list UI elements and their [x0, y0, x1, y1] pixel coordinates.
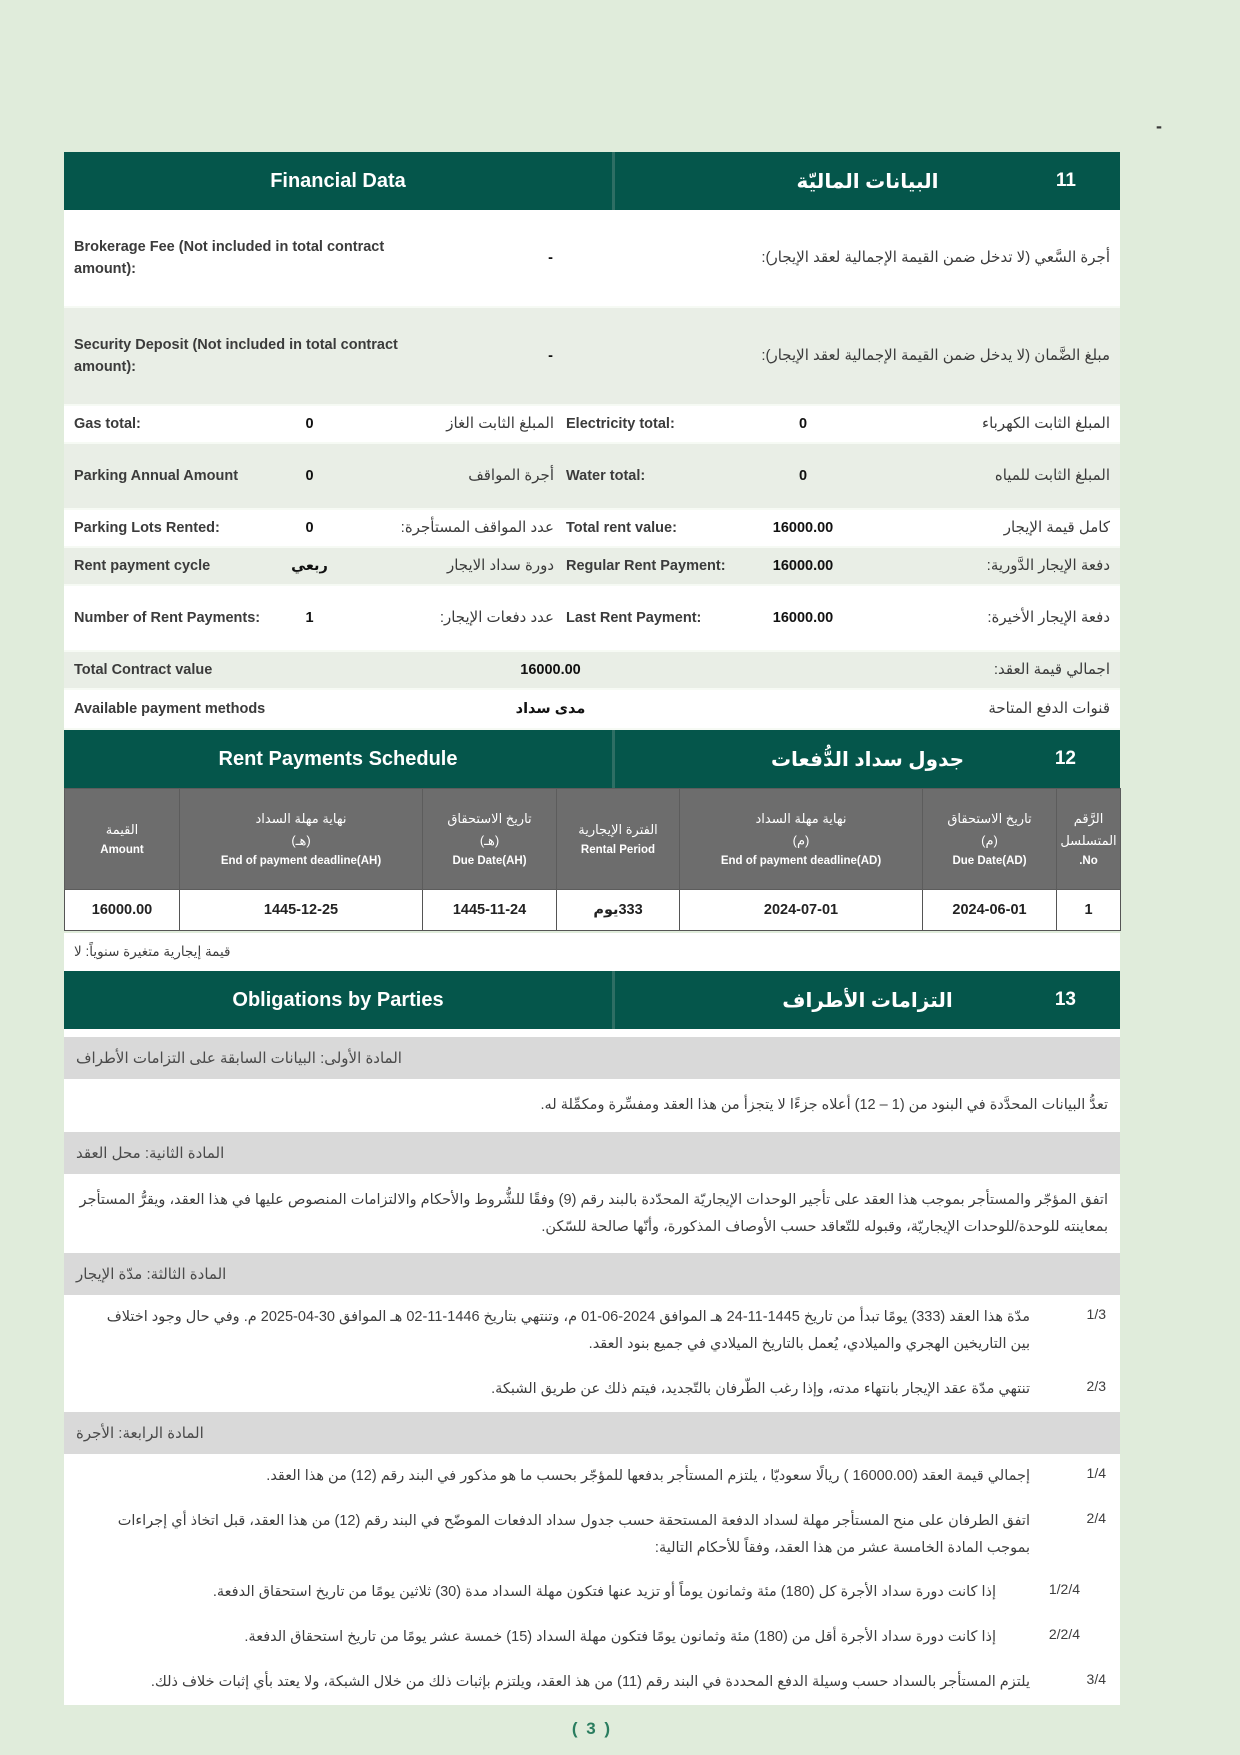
value: ربعي: [291, 558, 328, 574]
clause-text: إجمالي قيمة العقد (16000.00 ) ريالًا سعوديّا ، يلتزم المستأجر بدفعها للمؤجّر بحسب ما هو مذكور في البند رقم (12) من هذا العقد.: [266, 1467, 1030, 1484]
table-row-security-deposit: [64, 308, 1120, 406]
table-row-total-contract-value: [64, 652, 1120, 690]
column-header-due-date-ad: تاريخ الاستحقاق (م) Due Date(AD): [923, 789, 1057, 890]
value: 16000.00: [772, 610, 834, 626]
clause-number: 1/3: [1086, 1306, 1106, 1323]
table-row-payments-count-last-payment: [64, 586, 1120, 652]
label-en: Water total:: [566, 467, 646, 484]
schedule-header-row: [65, 789, 1121, 890]
label-ar: أجرة السَّعي (لا تدخل ضمن القيمة الإجمالية لعقد الإيجار):: [761, 249, 1110, 267]
section-number: 12: [1054, 748, 1076, 769]
clause-2-4: [64, 1499, 1120, 1571]
clause-text: إذا كانت دورة سداد الأجرة كل (180) مئة وثمانون يوماً أو تزيد عنها فتكون مهلة السداد مدة (30) ثلاثين يومًا من تاريخ استحقاق الدفعة.: [212, 1584, 996, 1601]
table-row-parking-lots-total-rent: [64, 510, 1120, 548]
clause-2-3: [64, 1367, 1120, 1412]
label-en: Last Rent Payment:: [566, 609, 702, 626]
clause-number: 2/3: [1086, 1378, 1106, 1395]
page-number: ( 3 ): [571, 1718, 613, 1738]
label-en: Total rent value:: [566, 519, 677, 536]
value: -: [548, 250, 553, 266]
label-en: Rent payment cycle: [74, 557, 211, 574]
label-ar: عدد دفعات الإيجار:: [439, 609, 554, 627]
schedule-data-row: [65, 890, 1121, 931]
article-2-heading: المادة الثانية: محل العقد: [64, 1132, 1120, 1174]
label-ar: دفعة الإيجار الدَّورية:: [986, 557, 1110, 575]
column-header-no: الرَّقم المتسلسل .No: [1057, 789, 1121, 890]
value: 0: [305, 416, 314, 432]
label-en: Total Contract value: [74, 661, 213, 678]
cell-no: 1: [1057, 890, 1121, 931]
annual-variable-rent-note: قيمة إيجارية متغيرة سنوياً: لا: [64, 933, 1120, 971]
cell-due-date-ad: 2024-06-01: [923, 890, 1057, 931]
value: 16000.00: [520, 662, 581, 678]
label-ar: دورة سداد الايجار: [446, 557, 554, 575]
cell-deadline-ad: 2024-07-01: [680, 890, 923, 931]
clause-text: اتفق الطرفان على منح المستأجر مهلة لسداد الدفعة المستحقة حسب جدول سداد الدفعات الموضّح في البند رقم (12) من هذا العقد، قبل اتخاذ أي إجراءات بموجب المادة الخامسة عشر من هذا العقد، وفقاً للأحكام التالية:: [117, 1512, 1030, 1556]
column-header-due-date-ah: تاريخ الاستحقاق (هـ) Due Date(AH): [423, 789, 557, 890]
payments-schedule-table: [64, 788, 1121, 931]
section-number: 11: [1055, 170, 1076, 191]
label-en: Parking Lots Rented:: [74, 519, 220, 536]
label-ar: اجمالي قيمة العقد:: [993, 661, 1110, 679]
label-en: Electricity total:: [566, 415, 675, 432]
clause-number: 1/2/4: [1048, 1581, 1080, 1598]
section-title-ar: البيانات الماليّة: [796, 170, 939, 193]
label-ar: دفعة الإيجار الأخيرة:: [987, 609, 1110, 627]
table-row-payment-cycle-regular-payment: [64, 548, 1120, 586]
contract-page: [64, 0, 1120, 1739]
label-ar: المبلغ الثابت الكهرباء: [982, 415, 1110, 433]
clause-3-4: [64, 1660, 1120, 1705]
column-header-deadline-ah: نهاية مهلة السداد (هـ) End of payment deadline(AH): [180, 789, 423, 890]
clause-text: تنتهي مدّة عقد الإيجار بانتهاء مدته، وإذا رغب الطّرفان بالتّجديد، فيتم ذلك عن طريق الشبكة.: [491, 1381, 1030, 1398]
section-header-financial-data: [64, 152, 1120, 210]
value: 0: [798, 468, 808, 484]
clause-number: 1/4: [1086, 1464, 1106, 1481]
article-1-heading: المادة الأولى: البيانات السابقة على التزامات الأطراف: [64, 1037, 1120, 1079]
value: 16000.00: [772, 558, 834, 574]
label-ar: المبلغ الثابت الغاز: [446, 415, 554, 433]
label-ar: المبلغ الثابت للمياه: [994, 467, 1110, 485]
value: مدى سداد: [515, 701, 586, 717]
value: -: [548, 348, 553, 364]
page-top-dash: -: [1156, 116, 1162, 136]
section-header-obligations: [64, 971, 1120, 1029]
label-en: Parking Annual Amount: [74, 467, 239, 484]
column-header-amount: القيمة Amount: [65, 789, 180, 890]
clause-number: 3/4: [1086, 1670, 1106, 1687]
label-ar: قنوات الدفع المتاحة: [988, 700, 1110, 718]
column-header-rental-period: الفترة الإيجارية Rental Period: [557, 789, 680, 890]
financial-table: [64, 210, 1120, 730]
label-ar: أجرة المواقف: [468, 467, 554, 485]
obligations-panel: [64, 1029, 1120, 1705]
article-2-body: اتفق المؤجّر والمستأجر بموجب هذا العقد على تأجير الوحدات الإيجاريّة المحدّدة بالبند رقم (9) وفقًا للشُّروط والأحكام والالتزامات المنصوص عليها في هذا العقد، ويقرُّ المستأجر بمعاينته للوحدة/للوحدات الإيجاريّة، وقبوله للتّعاقد حسب الأوصاف المذكورة، وأنّها صالحة للسّكن.: [64, 1174, 1120, 1254]
label-en: Available payment methods: [74, 700, 266, 717]
clause-text: يلتزم المستأجر بالسداد حسب وسيلة الدفع المحددة في البند رقم (11) من هذ العقد، ويلتزم بإثبات ذلك من خلال الشبكة، ولا يعتد بأي إثبات خلاف ذلك.: [150, 1673, 1030, 1690]
label-en: Security Deposit (Not included in total contract amount):: [74, 336, 398, 375]
section-title-en: Obligations by Parties: [64, 971, 615, 1029]
label-ar: مبلغ الضَّمان (لا يدخل ضمن القيمة الإجمالية لعقد الإيجار):: [761, 347, 1110, 365]
clause-1-3: [64, 1295, 1120, 1367]
section-header-payments-schedule: [64, 730, 1120, 788]
table-row-gas-electricity: [64, 406, 1120, 444]
clause-text: إذا كانت دورة سداد الأجرة أقل من (180) مئة وثمانون يومًا فتكون مهلة السداد (15) خمسة عشر يومًا من تاريخ استحقاق الدفعة.: [244, 1629, 996, 1646]
label-en: Number of Rent Payments:: [74, 609, 261, 626]
cell-due-date-ah: 1445-11-24: [423, 890, 557, 931]
value: 0: [798, 416, 808, 432]
article-4-heading: المادة الرابعة: الأجرة: [64, 1412, 1120, 1454]
label-en: Regular Rent Payment:: [566, 557, 726, 574]
column-header-deadline-ad: نهاية مهلة السداد (م) End of payment deadline(AD): [680, 789, 923, 890]
table-row-parking-water: [64, 444, 1120, 510]
cell-rental-period: 333يوم: [557, 890, 680, 931]
clause-2-2-4: [64, 1615, 1120, 1660]
section-title-en: Financial Data: [64, 152, 615, 210]
section-number: 13: [1054, 989, 1076, 1010]
section-title-ar: جدول سداد الدُّفعات: [770, 748, 965, 771]
clause-number: 2/4: [1086, 1509, 1106, 1526]
cell-deadline-ah: 1445-12-25: [180, 890, 423, 931]
article-3-heading: المادة الثالثة: مدّة الإيجار: [64, 1253, 1120, 1295]
table-row-brokerage-fee: [64, 210, 1120, 308]
value: 16000.00: [772, 520, 834, 536]
section-title-ar: التزامات الأطراف: [782, 989, 953, 1012]
article-1-body: تعدُّ البيانات المحدَّدة في البنود من (1 – 12) أعلاه جزءًا لا يتجزأ من هذا العقد ومفسِّرة ومكمِّلة له.: [64, 1079, 1120, 1132]
value: 1: [305, 610, 314, 626]
cell-amount: 16000.00: [65, 890, 180, 931]
table-row-payment-methods: [64, 690, 1120, 730]
label-en: Gas total:: [74, 415, 141, 432]
label-ar: كامل قيمة الإيجار: [1003, 519, 1110, 537]
value: 0: [305, 468, 314, 484]
section-title-en: Rent Payments Schedule: [64, 730, 615, 788]
clause-text: مدّة هذا العقد (333) يومًا تبدأ من تاريخ 1445-11-24 هـ الموافق 2024-06-01 م، وتنتهي بتاريخ 1446-11-02 هـ الموافق 30-04-2025 م. وفي حال وجود اختلاف بين التاريخين الهجري والميلادي، يُعمل بالتاريخ الميلادي في جميع بنود العقد.: [106, 1309, 1030, 1353]
clause-1-2-4: [64, 1570, 1120, 1615]
value: 0: [305, 520, 314, 536]
clause-1-4: [64, 1454, 1120, 1499]
label-en: Brokerage Fee (Not included in total contract amount):: [74, 238, 385, 277]
clause-number: 2/2/4: [1048, 1626, 1080, 1643]
label-ar: عدد المواقف المستأجرة:: [400, 519, 554, 537]
